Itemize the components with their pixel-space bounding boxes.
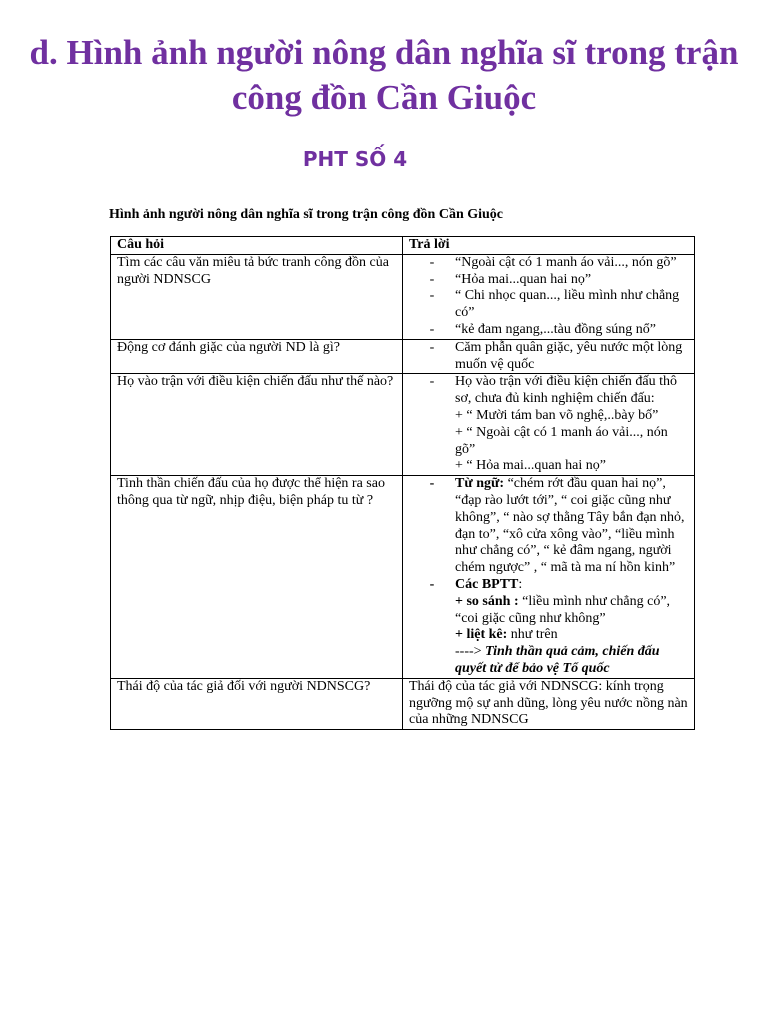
worksheet-number: PHT SỐ 4: [302, 147, 408, 171]
liet-ke-label: + liệt kê:: [455, 627, 508, 643]
table-row: [111, 374, 695, 476]
answer-cell: [403, 254, 695, 339]
tu-ngu-label: Từ ngữ:: [455, 476, 505, 492]
header-answer: Trả lời: [403, 237, 695, 255]
list-item: [409, 374, 688, 408]
bullet-dash: -: [429, 271, 435, 287]
so-sanh-text: “liều mình như chẳng có”, “coi giặc cũng như không”: [455, 593, 671, 626]
sub-item: + “ Ngoài cật có 1 manh áo vải..., nón gõ”: [455, 424, 668, 457]
bullet-dash: -: [429, 476, 435, 492]
answer-cell: Thái độ của tác giả với NDNSCG: kính trọng ngưỡng mộ sự anh dũng, lòng yêu nước nồng nàn của những NDNSCG: [403, 678, 695, 729]
answer-text: “Ngoài cật có 1 manh áo vải..., nón gõ”: [455, 254, 677, 270]
tu-ngu-text: “chém rớt đầu quan hai nọ”, “đạp rào lướt tới”, “ coi giặc cũng như không”, “ nào sợ thằng Tây bắn đạn nhỏ, đạn to”, “xô cửa xông vào”, “liều mình như chẳng có”, “ kẻ đâm ngang, người chém ngược” , “ mã tà ma ní hồn kinh”: [455, 476, 685, 576]
answer-cell: [403, 339, 695, 374]
list-item: [409, 577, 688, 594]
arrow-marker: ---->: [455, 644, 482, 660]
table-header-row: [111, 237, 695, 255]
document-title: d. Hình ảnh người nông dân nghĩa sĩ trong trận công đồn Cần Giuộc: [29, 33, 739, 117]
question-cell: Thái độ của tác giả đối với người NDNSCG?: [111, 678, 403, 729]
conclusion: [409, 644, 688, 678]
bptt-label: Các BPTT: [455, 576, 519, 592]
answer-text: “Hỏa mai...quan hai nọ”: [455, 271, 592, 287]
list-item: [409, 322, 688, 339]
answer-text: [455, 577, 688, 594]
bptt-colon: :: [518, 576, 523, 592]
bullet-dash: -: [429, 321, 435, 337]
answer-text: “ Chi nhọc quan..., liều mình như chẳng có”: [455, 288, 680, 321]
conclusion-text: Tinh thần quả cảm, chiến đấu quyết tử để bảo vệ Tổ quốc: [455, 644, 660, 676]
worksheet-table: [110, 236, 695, 730]
list-item: [409, 272, 688, 289]
sub-item: + “ Hỏa mai...quan hai nọ”: [455, 458, 606, 474]
answer-cell: [403, 476, 695, 679]
bullet-dash: -: [429, 374, 435, 390]
table-row: [111, 254, 695, 339]
sub-item: + “ Mười tám ban võ nghệ,..bày bố”: [455, 407, 659, 423]
sub-item: [409, 627, 688, 644]
question-cell: Tìm các câu văn miêu tả bức tranh công đồn của người NDNSCG: [111, 254, 403, 339]
bullet-dash: -: [429, 339, 435, 355]
table-row: [111, 476, 695, 679]
list-item: [409, 340, 688, 374]
table-caption: Hình ảnh người nông dân nghĩa sĩ trong trận công đồn Cần Giuộc: [109, 207, 504, 222]
so-sanh-label: + so sánh :: [455, 593, 519, 609]
bullet-dash: -: [429, 576, 435, 592]
bullet-dash: -: [429, 288, 435, 304]
table-row: [111, 339, 695, 374]
answer-text: “kẻ đam ngang,...tàu đồng súng nổ”: [455, 321, 657, 337]
liet-ke-text: như trên: [507, 627, 558, 643]
answer-text: Căm phẫn quân giặc, yêu nước một lòng muốn vệ quốc: [455, 339, 683, 372]
question-cell: Họ vào trận với điều kiện chiến đấu như thế nào?: [111, 374, 403, 476]
table-row: [111, 678, 695, 729]
answer-text: Họ vào trận với điều kiện chiến đấu thô sơ, chưa đủ kinh nghiệm chiến đấu:: [455, 374, 678, 407]
question-cell: Tinh thần chiến đấu của họ được thể hiện ra sao thông qua từ ngữ, nhịp điệu, biện pháp tu từ ?: [111, 476, 403, 679]
bullet-dash: -: [429, 254, 435, 270]
header-question: Câu hỏi: [111, 237, 403, 255]
answer-text: [455, 476, 688, 577]
list-item: [409, 476, 688, 577]
list-item: [409, 255, 688, 272]
answer-cell: [403, 374, 695, 476]
list-item: [409, 288, 688, 322]
question-cell: Động cơ đánh giặc của người ND là gì?: [111, 339, 403, 374]
sub-item: [409, 594, 688, 628]
